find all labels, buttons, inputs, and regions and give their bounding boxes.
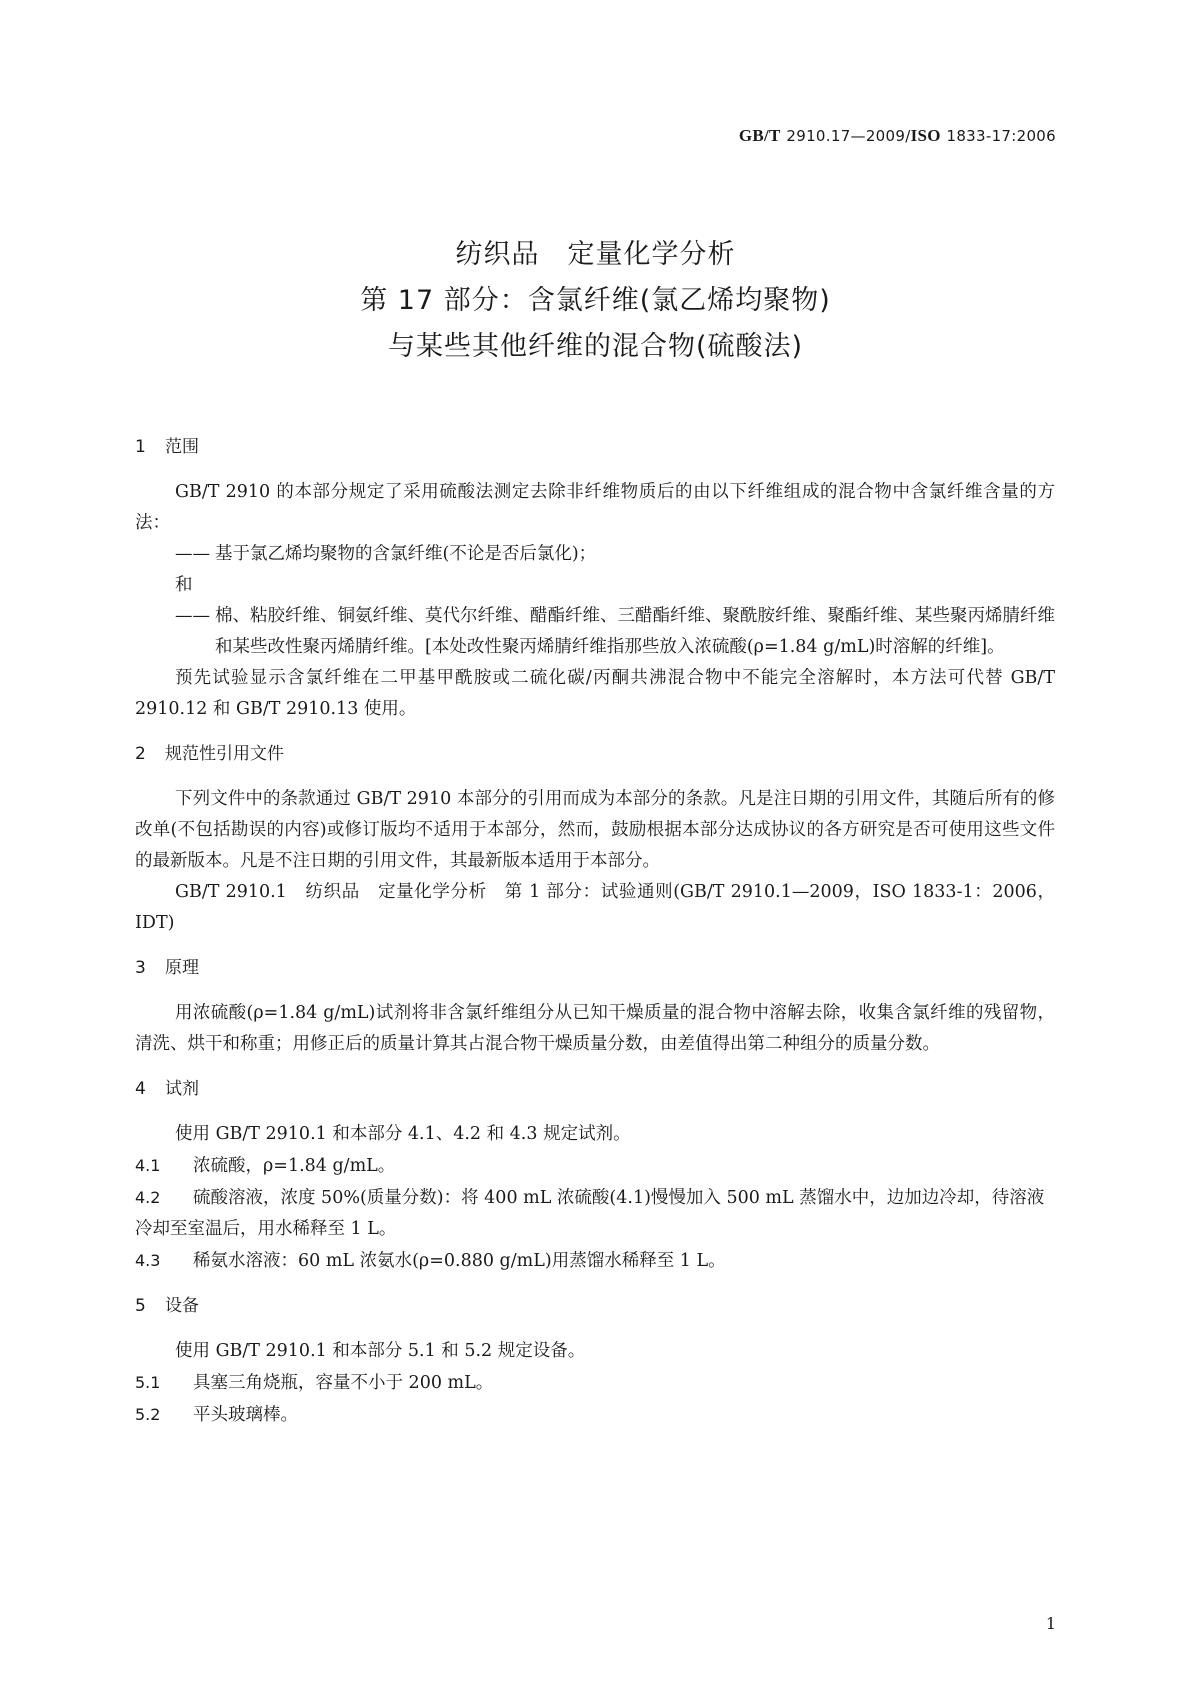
list-item: —— 基于氯乙烯均聚物的含氯纤维(不论是否后氯化)； — [175, 544, 597, 564]
section-2-heading: 2 规范性引用文件 — [135, 744, 284, 764]
section-4-heading: 4 试剂 — [135, 1079, 199, 1099]
section-2-paragraph: 下列文件中的条款通过 GB/T 2910 本部分的引用而成为本部分的条款。凡是注日期的引用文件，其随后所有的修改单(不包括勘误的内容)或修订版均不适用于本部分，然而，鼓励根据本部分达成协议的各方研究是否可使用这些文件的最新版本。凡是不注日期的引用文件，其最新版本适用于本部分。 — [135, 789, 1055, 871]
list-item: 5.2 平头玻璃棒。 — [135, 1405, 298, 1425]
reference-entry: GB/T 2910.1 纺织品 定量化学分析 第 1 部分：试验通则(GB/T 2910.1—2009，ISO 1833-1：2006，IDT) — [135, 882, 1055, 933]
title-line-3: 与某些其他纤维的混合物(硫酸法) — [387, 331, 804, 362]
list-item: 4.2 硫酸溶液，浓度 50%(质量分数)：将 400 mL 浓硫酸(4.1)慢慢加入 500 mL 蒸馏水中，边加边冷却，待溶液冷却至室温后，用水稀释至 1 L。 — [135, 1188, 1045, 1239]
page-number: 1 — [1045, 1614, 1056, 1633]
standard-code — [739, 126, 1056, 146]
standard-number: 2910.17—2009/ — [786, 127, 911, 145]
list-item: 5.1 具塞三角烧瓶，容量不小于 200 mL。 — [135, 1373, 494, 1393]
section-4-paragraph: 使用 GB/T 2910.1 和本部分 4.1、4.2 和 4.3 规定试剂。 — [175, 1124, 631, 1144]
iso-prefix: ISO — [910, 126, 941, 145]
conjunction-text: 和 — [175, 575, 193, 595]
list-item: —— 棉、粘胶纤维、铜氨纤维、莫代尔纤维、醋酯纤维、三醋酯纤维、聚酰胺纤维、聚酯纤维、某些聚丙烯腈纤维和某些改性聚丙烯腈纤维。[本处改性聚丙烯腈纤维指那些放入浓硫酸(ρ=1.84 g/mL)时溶解的纤维]。 — [175, 606, 1055, 657]
title-line-1: 纺织品 定量化学分析 — [455, 239, 736, 270]
list-item: 4.3 稀氨水溶液：60 mL 浓氨水(ρ=0.880 g/mL)用蒸馏水稀释至 1 L。 — [135, 1251, 726, 1271]
document-body — [135, 418, 1055, 1431]
section-3-heading: 3 原理 — [135, 958, 199, 978]
title-line-2: 第 17 部分：含氯纤维(氯乙烯均聚物) — [360, 285, 831, 316]
section-1-paragraph: 预先试验显示含氯纤维在二甲基甲酰胺或二硫化碳/丙酮共沸混合物中不能完全溶解时，本方法可代替 GB/T 2910.12 和 GB/T 2910.13 使用。 — [135, 668, 1055, 719]
section-3-paragraph: 用浓硫酸(ρ=1.84 g/mL)试剂将非含氯纤维组分从已知干燥质量的混合物中溶解去除，收集含氯纤维的残留物，清洗、烘干和称重；用修正后的质量计算其占混合物干燥质量分数，由差值得出第二种组分的质量分数。 — [135, 1003, 1055, 1054]
iso-number: 1833-17:2006 — [946, 127, 1056, 145]
document-title — [0, 232, 1191, 370]
section-1-paragraph: GB/T 2910 的本部分规定了采用硫酸法测定去除非纤维物质后的由以下纤维组成的混合物中含氯纤维含量的方法： — [135, 482, 1055, 533]
standard-prefix: GB/T — [738, 126, 781, 145]
list-item: 4.1 浓硫酸，ρ=1.84 g/mL。 — [135, 1156, 396, 1176]
section-5-heading: 5 设备 — [135, 1296, 199, 1316]
section-5-paragraph: 使用 GB/T 2910.1 和本部分 5.1 和 5.2 规定设备。 — [175, 1341, 586, 1361]
section-1-heading: 1 范围 — [135, 437, 199, 457]
